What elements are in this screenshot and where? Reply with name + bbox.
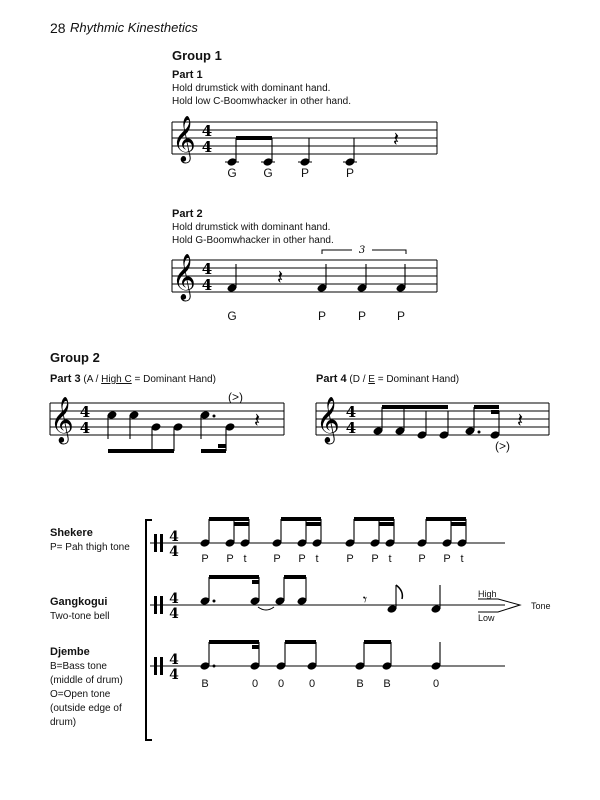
djembe-beam [209,640,259,644]
tone-label: Tone [531,601,551,611]
part4-underlined: E [368,374,375,385]
djembe-syllable: B [356,678,364,690]
dot [213,415,216,418]
shekere-beam [354,517,394,521]
treble-clef-icon: 𝄞 [172,254,196,300]
time-sig-bottom: 4 [169,667,179,683]
shekere-syllable: P [346,553,354,565]
percussion-clef [160,596,163,614]
part3-beam [108,449,174,453]
part2-instruction-1: Hold drumstick with dominant hand. [172,222,331,233]
part4-beam [382,405,448,409]
shekere-syllable: t [388,553,392,565]
part3-beam [201,449,226,453]
tuplet-bracket [372,250,406,254]
eighth-rest-icon: 𝄾 [362,590,368,609]
time-sig-top: 4 [169,591,179,607]
djembe-syllable: B [201,678,209,690]
shekere-syllable: P [418,553,426,565]
part3-paren: (A / [83,374,102,385]
djembe-syllable: 0 [277,678,285,690]
part1-instruction-2: Hold low C-Boomwhacker in other hand. [172,96,351,107]
part4-rest: = Dominant Hand) [374,374,460,385]
time-sig-bottom: 4 [201,138,213,156]
part2-title: Part 2 [172,208,203,220]
djembe-syllable: B [383,678,391,690]
time-sig-bottom: 4 [79,419,91,437]
treble-clef-icon: 𝄞 [316,397,340,443]
page-number: 28 [50,20,66,36]
shekere-syllable: P [371,553,379,565]
part3-underlined: High C [101,374,132,385]
part2-syllable: P [357,309,366,323]
time-sig-top: 4 [79,403,91,421]
part3-beam-16th [218,444,226,448]
shekere-syllable: t [315,553,319,565]
part2-syllable: G [227,309,237,323]
book-title: Rhythmic Kinesthetics [70,20,198,35]
gangkogui-beam [209,575,259,579]
part1-beam [236,136,272,140]
part1-syllable: G [227,166,237,180]
tuplet-bracket [322,250,352,254]
shekere-syllable: t [460,553,464,565]
shekere-syllable: P [298,553,306,565]
quarter-rest-icon: 𝄽 [392,127,400,151]
percussion-clef [154,657,157,675]
treble-clef-icon: 𝄞 [172,116,196,162]
flag [396,585,402,599]
quarter-rest-icon: 𝄽 [253,408,261,432]
part3-accent: (>) [228,390,243,404]
part4-beam [474,405,499,409]
shekere-beam-16th [234,522,249,526]
gangkogui-beam [284,575,306,579]
shekere-beam-16th [379,522,394,526]
djembe-name: Djembe [50,646,90,658]
time-sig-bottom: 4 [201,276,213,294]
shekere-syllable: t [243,553,247,565]
djembe-beam [285,640,316,644]
part1-title: Part 1 [172,69,203,81]
shekere-syllable: P [226,553,234,565]
part4-paren: (D / [349,374,369,385]
quarter-rest-icon: 𝄽 [516,408,524,432]
time-sig-top: 4 [201,122,213,140]
percussion-clef [160,534,163,552]
time-sig-bottom: 4 [169,544,179,560]
dot [213,665,216,668]
time-sig-top: 4 [345,403,357,421]
part4-beam-16th [491,410,499,414]
time-sig-top: 4 [201,260,213,278]
djembe-syllable: 0 [432,678,440,690]
gangkogui-desc: Two-tone bell [50,611,110,622]
part1-instruction-1: Hold drumstick with dominant hand. [172,83,331,94]
time-sig-bottom: 4 [169,606,179,622]
quarter-rest-icon: 𝄽 [276,265,284,289]
shekere-beam [209,517,249,521]
part1-syllable: P [300,166,309,180]
dot [213,600,216,603]
shekere-name: Shekere [50,527,93,539]
shekere-syllable: P [443,553,451,565]
dot [478,431,481,434]
part4-title: Part 4 [316,373,347,385]
part4-accent: (>) [495,439,510,453]
djembe-syllable: 0 [308,678,316,690]
tie [258,607,274,610]
low-label: Low [478,613,495,623]
gangkogui-name: Gangkogui [50,596,108,608]
part1-syllable: G [263,166,273,180]
shekere-syllable: P [273,553,281,565]
shekere-desc: P= Pah thigh tone [50,542,130,553]
tuplet-number: 3 [358,245,366,256]
djembe-syllable: 0 [251,678,259,690]
high-label: High [478,589,497,599]
part1-syllable: P [345,166,354,180]
time-sig-top: 4 [169,529,179,545]
part2-syllable: P [396,309,405,323]
shekere-beam [281,517,321,521]
time-sig-bottom: 4 [345,419,357,437]
djembe-desc: B=Bass tone (middle of drum) O=Open tone (outside edge of drum) [50,661,123,728]
time-sig-top: 4 [169,652,179,668]
percussion-clef [160,657,163,675]
djembe-beam [364,640,391,644]
group1-title: Group 1 [172,48,222,63]
part3-rest: = Dominant Hand) [131,374,216,385]
gangkogui-beam-16th [252,580,259,584]
percussion-clef [154,596,157,614]
shekere-beam-16th [451,522,466,526]
percussion-clef [154,534,157,552]
part2-syllable: P [317,309,326,323]
treble-clef-icon: 𝄞 [50,397,74,443]
shekere-beam [426,517,466,521]
group2-title: Group 2 [50,350,100,365]
score-bracket [146,520,152,740]
shekere-syllable: P [201,553,209,565]
part3-title: Part 3 [50,373,81,385]
part2-instruction-2: Hold G-Boomwhacker in other hand. [172,235,334,246]
shekere-beam-16th [306,522,321,526]
djembe-beam-16th [252,645,259,649]
